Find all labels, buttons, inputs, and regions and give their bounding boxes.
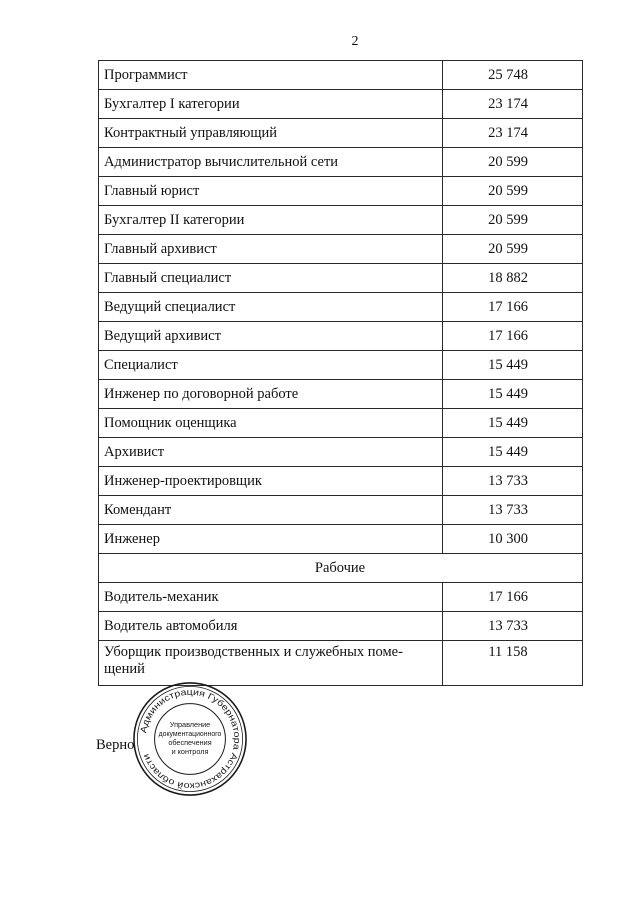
amount-cell: 23 174: [443, 90, 583, 119]
table-row: [99, 235, 583, 264]
position-cell: Ведущий архивист: [99, 322, 443, 351]
table-row: [99, 61, 583, 90]
table-row: [99, 641, 583, 686]
amount-cell: 10 300: [443, 525, 583, 554]
position-cell: Инженер: [99, 525, 443, 554]
position-cell: Специалист: [99, 351, 443, 380]
table-row: [99, 467, 583, 496]
page-number: 2: [351, 34, 359, 49]
table-row: [99, 380, 583, 409]
position-cell: Водитель автомобиля: [99, 612, 443, 641]
table-row: [99, 409, 583, 438]
amount-cell: 15 449: [443, 351, 583, 380]
table-row: [99, 438, 583, 467]
table-row: [99, 496, 583, 525]
amount-cell: 20 599: [443, 148, 583, 177]
table-row: [99, 206, 583, 235]
position-cell: Ведущий специалист: [99, 293, 443, 322]
section-header-row: [99, 554, 583, 583]
position-cell: Уборщик производственных и служебных поме-щений: [99, 641, 443, 686]
position-cell: Бухгалтер I категории: [99, 90, 443, 119]
amount-cell: 15 449: [443, 438, 583, 467]
amount-cell: 20 599: [443, 177, 583, 206]
position-cell: Главный архивист: [99, 235, 443, 264]
salary-table: [98, 60, 583, 686]
table-row: [99, 264, 583, 293]
position-cell: Помощник оценщика: [99, 409, 443, 438]
table-row: [99, 148, 583, 177]
amount-cell: 15 449: [443, 409, 583, 438]
table-row: [99, 583, 583, 612]
seal-center-line-1: Управление: [169, 720, 211, 730]
amount-cell: 13 733: [443, 612, 583, 641]
position-cell: Водитель-механик: [99, 583, 443, 612]
position-cell: Администратор вычислительной сети: [99, 148, 443, 177]
amount-cell: 20 599: [443, 235, 583, 264]
amount-cell: 20 599: [443, 206, 583, 235]
seal-center-line-3: обеспечения: [168, 737, 212, 747]
amount-cell: 18 882: [443, 264, 583, 293]
seal-center-line-2: документационного: [158, 731, 222, 739]
table-body: [99, 61, 583, 686]
official-seal: [131, 680, 249, 798]
position-cell: Инженер по договорной работе: [99, 380, 443, 409]
table-row: [99, 177, 583, 206]
amount-cell: 17 166: [443, 322, 583, 351]
table-row: [99, 90, 583, 119]
position-cell: Главный специалист: [99, 264, 443, 293]
seal-ring-text: Администрация Губернатора Астраханской области: [138, 686, 243, 792]
amount-cell: 15 449: [443, 380, 583, 409]
amount-cell: 13 733: [443, 467, 583, 496]
amount-cell: 23 174: [443, 119, 583, 148]
position-cell: Архивист: [99, 438, 443, 467]
seal-center-line-4: и контроля: [171, 746, 209, 756]
position-cell: Главный юрист: [99, 177, 443, 206]
position-cell: Бухгалтер II категории: [99, 206, 443, 235]
table-row: [99, 293, 583, 322]
amount-cell: 13 733: [443, 496, 583, 525]
position-cell: Инженер-проектировщик: [99, 467, 443, 496]
table-row: [99, 351, 583, 380]
section-header-workers: Рабочие: [99, 554, 583, 583]
amount-cell: 17 166: [443, 583, 583, 612]
table-row: [99, 525, 583, 554]
table-row: [99, 322, 583, 351]
amount-cell: 17 166: [443, 293, 583, 322]
amount-cell: 11 158: [443, 641, 583, 686]
amount-cell: 25 748: [443, 61, 583, 90]
position-cell: Комендант: [99, 496, 443, 525]
position-cell: Программист: [99, 61, 443, 90]
table-row: [99, 612, 583, 641]
position-cell: Контрактный управляющий: [99, 119, 443, 148]
table-row: [99, 119, 583, 148]
verno-label: Верно: [96, 737, 135, 753]
